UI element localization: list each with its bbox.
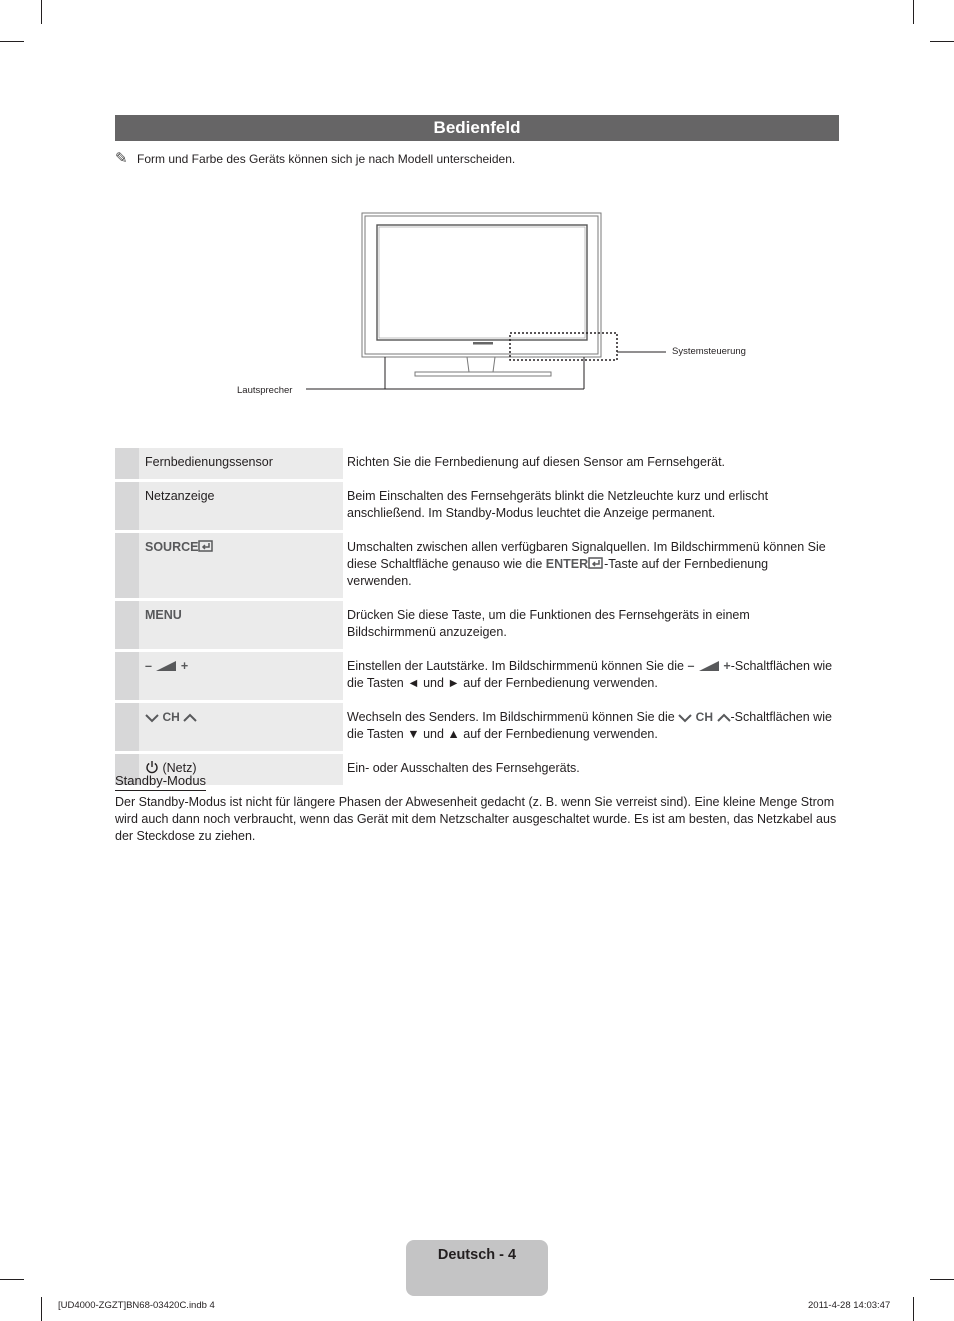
control-name: Fernbedienungssensor xyxy=(139,448,343,482)
standby-heading: Standby-Modus xyxy=(115,772,206,791)
power-label: (Netz) xyxy=(162,761,197,775)
section-title: Bedienfeld xyxy=(115,115,839,141)
tv-outline xyxy=(362,213,601,376)
control-name xyxy=(139,533,343,601)
control-desc: Wechseln des Senders. Im Bildschirmmenü können Sie die CH -Schaltflächen wie die Tasten ▼ und ▲ auf der Fernbedienung verwenden. xyxy=(343,703,839,754)
source-enter-icon xyxy=(198,539,214,553)
ch-label: CH xyxy=(162,710,180,724)
table-row xyxy=(115,482,839,533)
chevron-down-icon xyxy=(145,713,159,723)
control-name: Netzanzeige xyxy=(139,482,343,533)
row-marker xyxy=(115,703,139,754)
table-row xyxy=(115,533,839,601)
enter-icon xyxy=(588,556,604,570)
source-label: SOURCE xyxy=(145,540,199,554)
chevron-down-icon xyxy=(678,713,692,723)
footer-file: [UD4000-ZGZT]BN68-03420C.indb 4 xyxy=(58,1300,215,1311)
enter-key-label: ENTER xyxy=(545,557,589,571)
standby-text: Der Standby-Modus ist nicht für längere Phasen der Abwesenheit gedacht (z. B. wenn Sie verreist sind). Eine kleine Menge Strom wird auch dann noch verbraucht, wenn das Gerät mit dem Netzschalter ausgeschaltet wurde. Es ist am besten, das Netzkabel aus der Steckdose zu ziehen. xyxy=(115,795,837,843)
row-marker xyxy=(115,448,139,482)
minus-label: – xyxy=(145,659,152,673)
control-name xyxy=(139,652,343,703)
row-marker xyxy=(115,652,139,703)
control-desc: Drücken Sie diese Taste, um die Funktionen des Fernsehgeräts in einem Bildschirmmenü anzuzeigen. xyxy=(343,601,839,652)
control-desc: Beim Einschalten des Fernsehgeräts blinkt die Netzleuchte kurz und erlischt anschließend. Im Standby-Modus leuchtet die Anzeige permanent. xyxy=(343,482,839,533)
table-row xyxy=(115,652,839,703)
chevron-up-icon xyxy=(183,713,197,723)
table-row xyxy=(115,601,839,652)
tv-diagram xyxy=(0,0,954,420)
label-lautsprecher: Lautsprecher xyxy=(237,385,293,396)
chevron-up-icon xyxy=(717,713,731,723)
control-name: MENU xyxy=(139,601,343,652)
plus-label: + xyxy=(180,659,189,673)
crop-mark xyxy=(930,1279,954,1280)
note-text: Form und Farbe des Geräts können sich je nach Modell unterscheiden. xyxy=(137,152,516,166)
crop-mark xyxy=(913,1297,914,1321)
control-desc: Einstellen der Lautstärke. Im Bildschirmmenü können Sie die – +-Schaltflächen wie die Tasten ◄ und ► auf der Fernbedienung verwenden. xyxy=(343,652,839,703)
page-label: Deutsch - 4 xyxy=(437,1247,517,1263)
table-row xyxy=(115,448,839,482)
volume-icon xyxy=(698,660,720,672)
samsung-logo xyxy=(473,342,493,345)
label-systemsteuerung: Systemsteuerung xyxy=(672,346,746,357)
pencil-icon: ✎ xyxy=(115,150,128,167)
control-desc: Ein- oder Ausschalten des Fernsehgeräts. xyxy=(343,754,839,788)
row-marker xyxy=(115,482,139,533)
page-number-tab xyxy=(406,1240,548,1296)
row-marker xyxy=(115,601,139,652)
volume-icon xyxy=(155,660,177,672)
crop-mark xyxy=(0,1279,24,1280)
footer-timestamp: 2011-4-28 14:03:47 xyxy=(808,1300,891,1311)
control-desc: Umschalten zwischen allen verfügbaren Signalquellen. Im Bildschirmmenü können Sie diese Schaltfläche genauso wie die ENTER -Taste auf der Fernbedienung verwenden. xyxy=(343,533,839,601)
control-desc: Richten Sie die Fernbedienung auf diesen Sensor am Fernsehgerät. xyxy=(343,448,839,482)
table-row xyxy=(115,703,839,754)
control-panel-table xyxy=(115,448,839,788)
row-marker xyxy=(115,533,139,601)
control-name xyxy=(139,703,343,754)
table-row xyxy=(115,754,839,788)
crop-mark xyxy=(41,1297,42,1321)
